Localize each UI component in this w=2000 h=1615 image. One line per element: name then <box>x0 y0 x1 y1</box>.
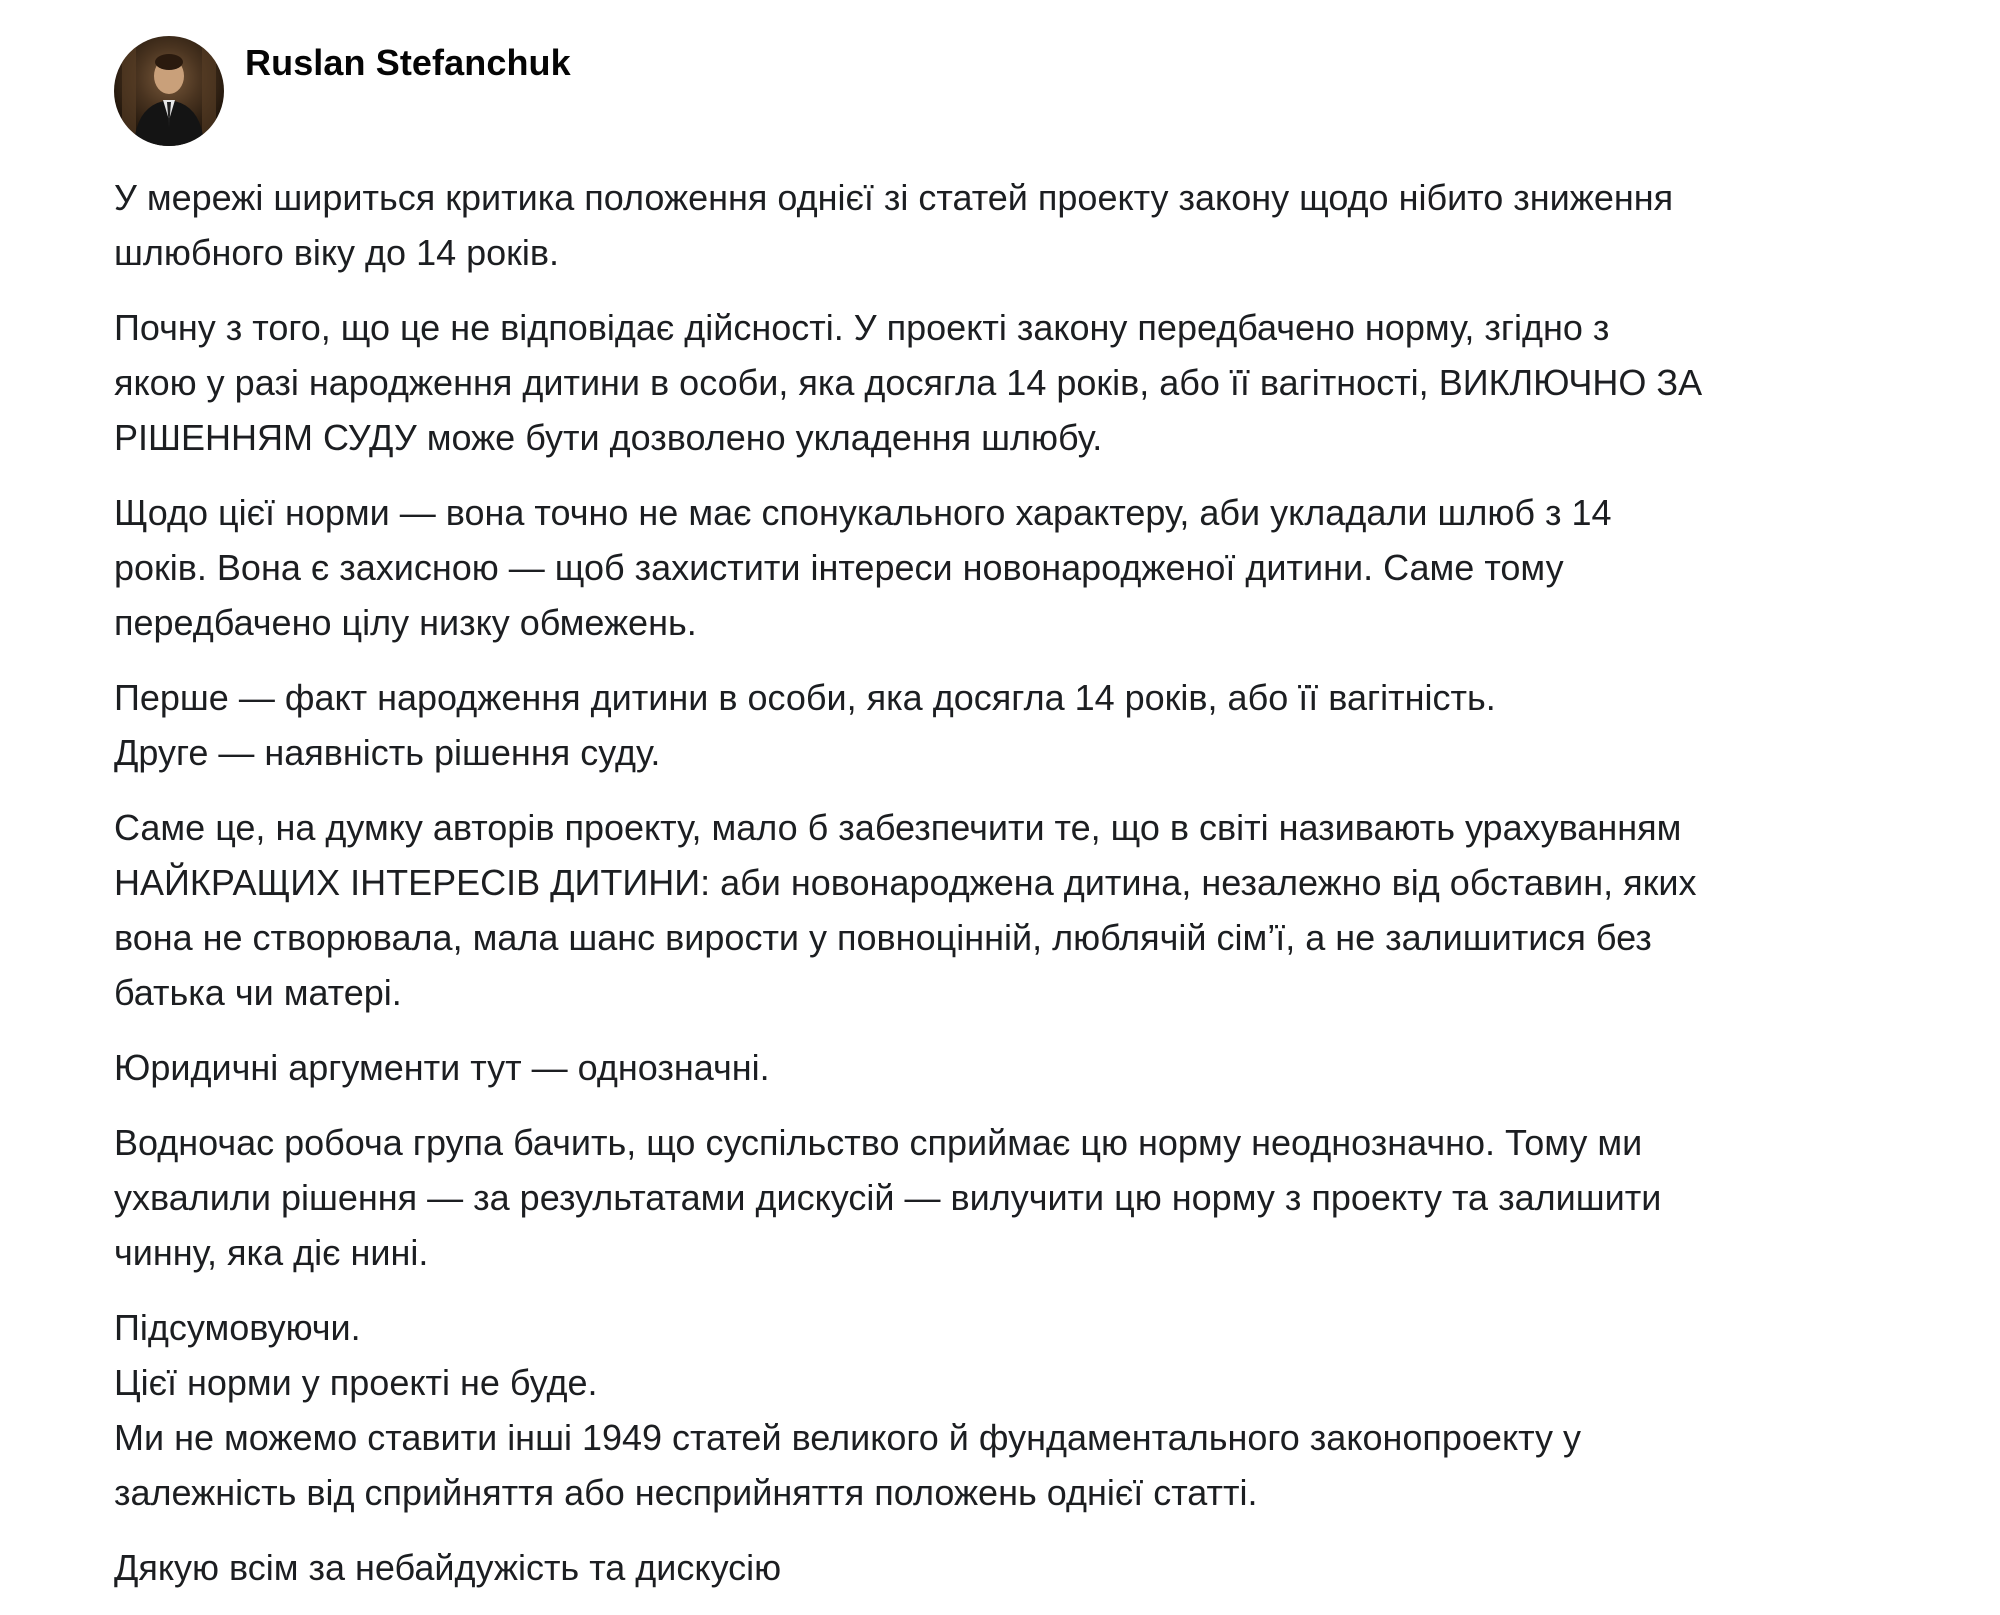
post-text-line: Водночас робоча група бачить, що суспільство сприймає цю норму неоднозначно. Тому ми <box>114 1122 1643 1163</box>
post-paragraph <box>114 1115 1914 1280</box>
post-text-line: РІШЕННЯМ СУДУ може бути дозволено укладення шлюбу. <box>114 417 1103 458</box>
post-text-line: ухвалили рішення — за результатами дискусій — вилучити цю норму з проекту та залишити <box>114 1177 1662 1218</box>
post-text-line: Перше — факт народження дитини в особи, яка досягла 14 років, або її вагітність. <box>114 677 1496 718</box>
post-text-line: Саме це, на думку авторів проекту, мало б забезпечити те, що в світі називають урахуванням <box>114 807 1682 848</box>
post-text-line: Ми не можемо ставити інші 1949 статей великого й фундаментального законопроекту у <box>114 1417 1581 1458</box>
post-paragraph <box>114 300 1914 465</box>
post-text-line: передбачено цілу низку обмежень. <box>114 602 697 643</box>
post-text-line: Почну з того, що це не відповідає дійсності. У проекті закону передбачено норму, згідно з <box>114 307 1610 348</box>
post-body <box>114 170 1914 1615</box>
post-header <box>114 36 1914 148</box>
post-text-line: залежність від сприйняття або несприйняття положень однієї статті. <box>114 1472 1258 1513</box>
post-paragraph <box>114 1540 1914 1595</box>
post-text-line: вона не створювала, мала шанс вирости у повноцінній, люблячій сім’ї, а не залишитися без <box>114 917 1652 958</box>
post-text-line: років. Вона є захисною — щоб захистити інтереси новонародженої дитини. Саме тому <box>114 547 1564 588</box>
person-avatar-icon <box>114 36 224 146</box>
post-paragraph <box>114 800 1914 1020</box>
post-text-line: Юридичні аргументи тут — однозначні. <box>114 1047 770 1088</box>
post <box>114 36 1914 1588</box>
post-text-line: Друге — наявність рішення суду. <box>114 732 661 773</box>
post-text-line: чинну, яка діє нині. <box>114 1232 429 1273</box>
post-paragraph <box>114 170 1914 280</box>
post-text-line: якою у разі народження дитини в особи, яка досягла 14 років, або її вагітності, ВИКЛЮЧНО ЗА <box>114 362 1703 403</box>
author-name[interactable]: Ruslan Stefanchuk <box>245 42 571 83</box>
post-text-line: Щодо цієї норми — вона точно не має спонукального характеру, аби укладали шлюб з 14 <box>114 492 1612 533</box>
post-text-line: Цієї норми у проекті не буде. <box>114 1362 598 1403</box>
post-paragraph <box>114 670 1914 780</box>
post-text-line: НАЙКРАЩИХ ІНТЕРЕСІВ ДИТИНИ: аби новонароджена дитина, незалежно від обставин, яких <box>114 862 1697 903</box>
post-paragraph <box>114 1040 1914 1095</box>
post-text-line: батька чи матері. <box>114 972 402 1013</box>
post-text-line: У мережі шириться критика положення однієї зі статей проекту закону щодо нібито зниження <box>114 177 1674 218</box>
avatar[interactable] <box>114 36 224 146</box>
post-paragraph <box>114 485 1914 650</box>
post-text-line: шлюбного віку до 14 років. <box>114 232 560 273</box>
post-text-line: Підсумовуючи. <box>114 1307 361 1348</box>
post-paragraph <box>114 1300 1914 1520</box>
post-text-line: Дякую всім за небайдужість та дискусію <box>114 1547 782 1588</box>
